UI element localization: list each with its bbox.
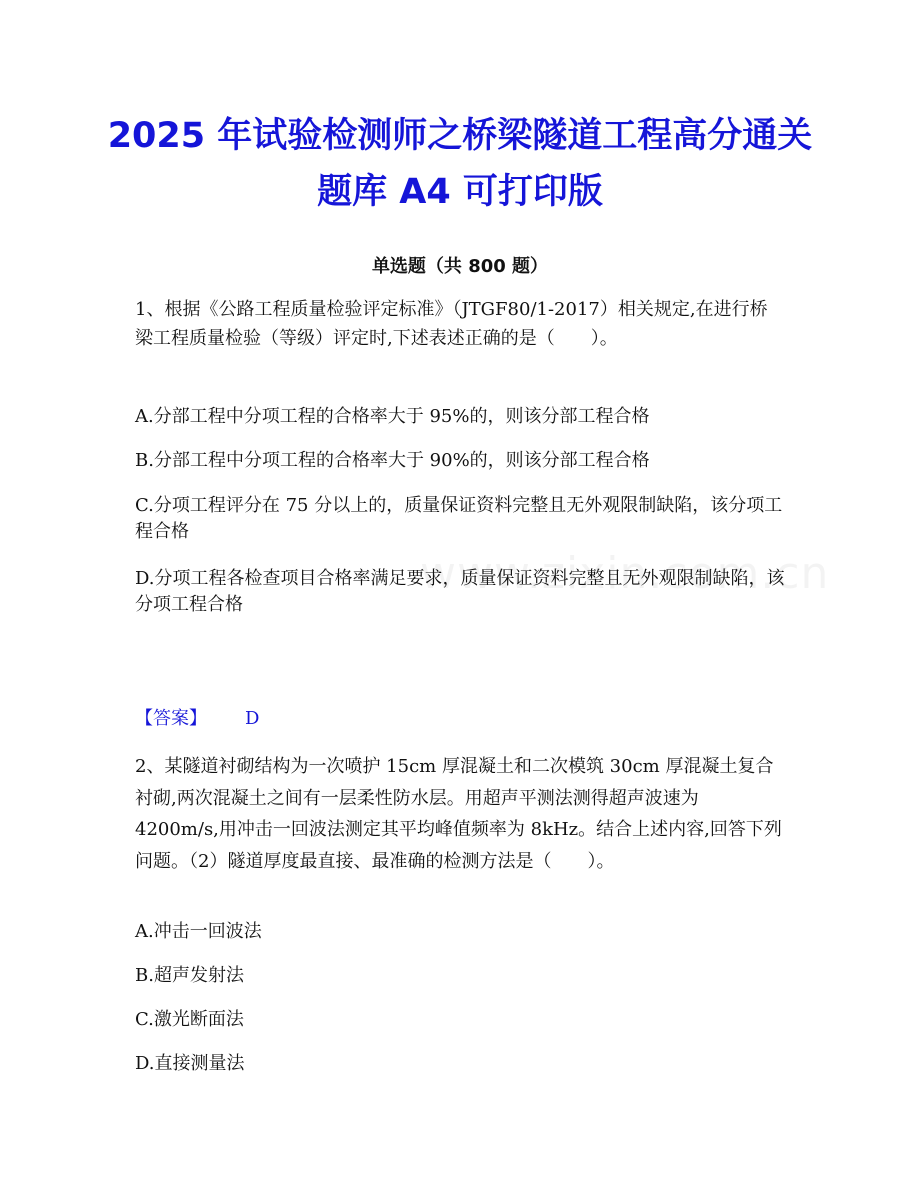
section-title: 单选题（共 800 题） <box>371 256 549 277</box>
answer-label: 【答案】 <box>135 708 207 729</box>
question-1-stem: 1、根据《公路工程质量检验评定标准》（JTGF80/1-2017）相关规定,在进行桥梁工程质量检验（等级）评定时,下述表述正确的是（ ）。 <box>135 299 768 349</box>
question-1-option-d: D.分项工程各检查项目合格率满足要求，质量保证资料完整且无外观限制缺陷，该分项工程合格 <box>135 568 785 615</box>
document-title: 2025 年试验检测师之桥梁隧道工程高分通关题库 A4 可打印版 <box>107 116 813 212</box>
question-2-option-d: D.直接测量法 <box>135 1053 245 1074</box>
question-1-option-a: A.分部工程中分项工程的合格率大于 95%的，则该分部工程合格 <box>135 406 650 427</box>
question-2-option-b: B.超声发射法 <box>135 965 244 986</box>
question-2-option-a: A.冲击一回波法 <box>135 921 262 942</box>
question-1-option-c: C.分项工程评分在 75 分以上的，质量保证资料完整且无外观限制缺陷，该分项工程合格 <box>135 495 783 542</box>
question-1-option-b: B.分部工程中分项工程的合格率大于 90%的，则该分部工程合格 <box>135 450 650 471</box>
question-2-option-c: C.激光断面法 <box>135 1009 244 1030</box>
question-1-answer <box>135 706 785 732</box>
question-2-stem: 2、某隧道衬砌结构为一次喷护 15cm 厚混凝土和二次模筑 30cm 厚混凝土复合衬砌,两次混凝土之间有一层柔性防水层。用超声平测法测得超声波速为 4200m/s,用冲击一回波法测定其平均峰值频率为 8kHz。结合上述内容,回答下列问题。（2）隧道厚度最直接、最准确的检测方法是（ ）。 <box>135 756 782 872</box>
answer-value: D <box>245 708 260 729</box>
